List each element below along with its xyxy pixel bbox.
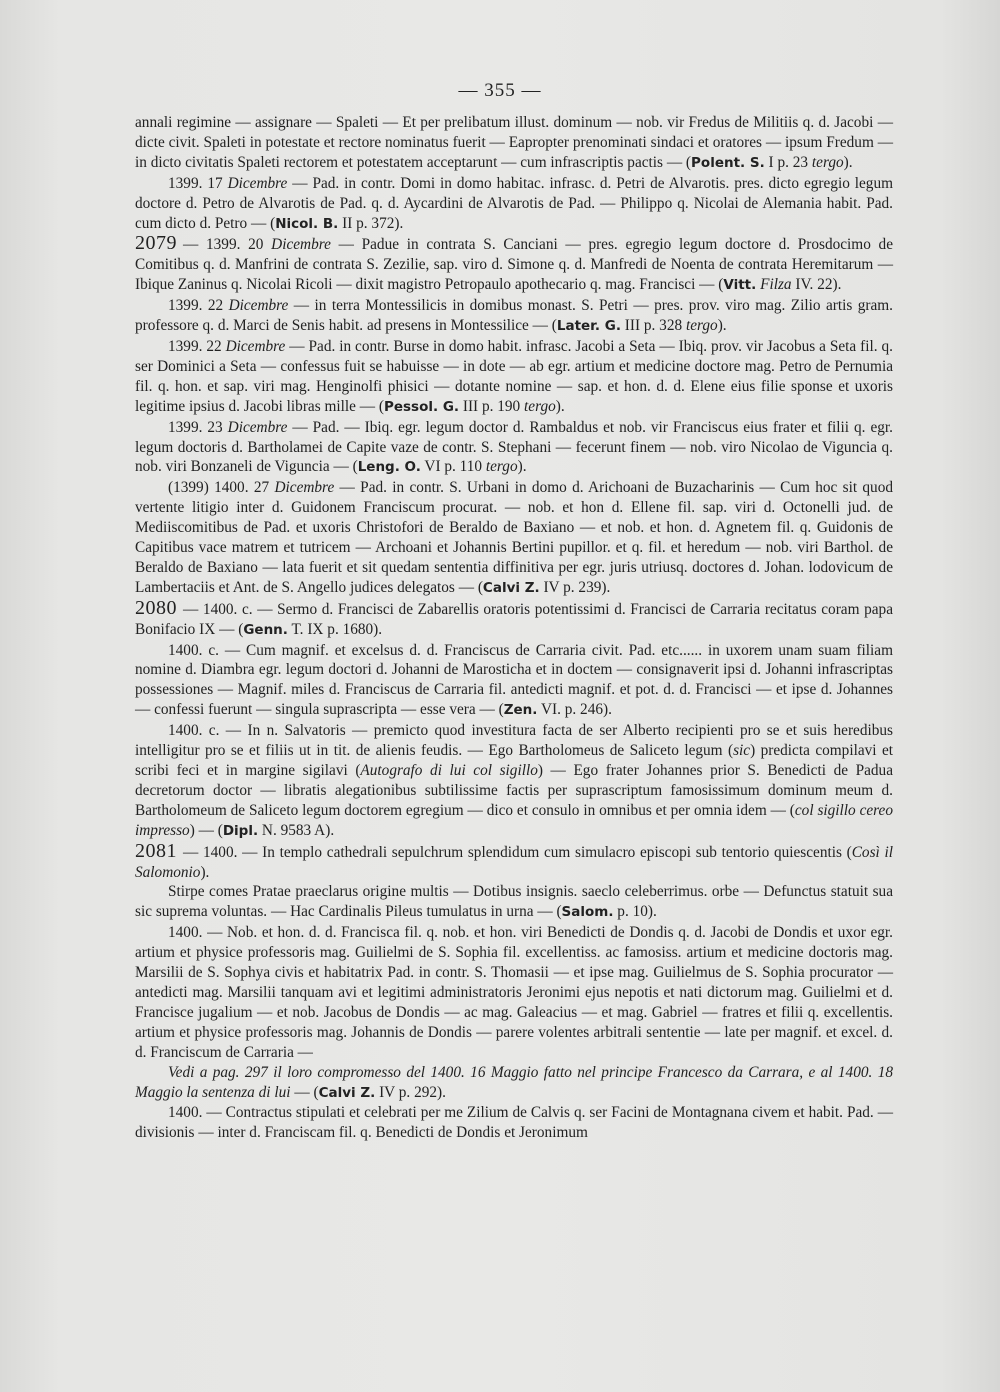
italic-text: tergo [524,397,556,415]
paragraph [135,478,893,598]
italic-text: Dicembre [227,174,288,192]
text-run: — 1399. 20 [183,236,272,254]
text-run: 1399. 22 [168,337,226,355]
text-run: — in terra Montessilicis in domibus monast. S. Petri — pres. prov. viro mag. Zilio artis gram. professore q. d. Marci de Senis habit. ad presens in Montessilice — ( [135,297,893,335]
paragraph [135,882,893,923]
text-run: VI p. 110 [420,458,486,476]
source-reference: Vitt. [723,277,757,294]
source-reference: Leng. O. [357,459,421,476]
text-run: ) — ( [189,821,223,839]
italic-text: tergo [485,458,518,476]
text-run: ) — Ego frater Johannes prior S. Benedicti de Padua decretorum doctor — libratis alegationibus subtilissime factis per suprascriptum famosissimum dominum meum d. Bartholomeum de Saliceto legum doctorem egregium — dico et consulo in omnibus et per omnia idem — ( [135,762,893,819]
text-run: — Pad. in contr. Domi in domo habitac. infrasc. d. Petri de Alvarotis. pres. dicto egregio legum doctore d. Petro de Alvarotis de Pad. q. d. Aycardini de Alvarotis de Pad. — Philippo q. Nicolai de Alemania habit. Pad. cum dicto d. Petro — ( [135,174,893,232]
italic-text: tergo [685,317,718,335]
italic-text: tergo [811,153,844,171]
paragraph [135,923,893,1062]
text-run: T. IX p. 1680). [287,620,383,638]
text-run: — Pad. in contr. Burse in domo habit. infrasc. Jacobi a Seta — Ibiq. prov. vir Jacobus a Seta fil. q. ser Dominici a Seta — confessus fuit se habuisse — in dote — ab egr. artium et medicine doctore mag. Petro de Pernumia fil. q. hon. et sap. viri mag. Henginolfi phisici — dotante nomine — sap. et hon. d. d. Elene eius filie sponse et uxoris legitime ipsius d. Jacobi libras mille — ( [135,337,893,415]
text-run: IV p. 239). [539,578,611,596]
source-reference: Zen. [503,702,538,719]
text-run: annali regimine — assignare — Spaleti — Et per prelibatum illust. dominum — nob. vir Fredus de Militiis q. d. Jacobi — dicte civit. Spaleti in potestate et rectore nominatus fuerit — Eapropter prenominati sindaci et oratores — ipsum Fredum — in dicto civitatis Spaleti rectorem et potestatem acceptarunt — cum infrascriptis pactis — ( [135,114,893,171]
italic-text: Filza [760,276,792,294]
text-run: — Pad. in contr. S. Urbani in domo d. Arichoani de Buzacharinis — Cum hoc sit quod vertente litigio inter d. Guidonem Franciscum procurat. — nob. et hon d. Ellene fil. sap. viri d. Octonelli jud. de Mediiscomitibus de Pad. et uxoris Christofori de Beraldo de Baxiano — et nob. et hon. d. Agnetem fil. q. Guidonis de Capitibus vace matrem et tutricem — Archoani et Johannis Bertini pupillor. et q. fil. et heredum — nob. viri Barthol. de Beraldo de Baxiano — lata fuerit et sit quedam sententia diffinitiva per egr. juris utriusq. doctores d. Johan. lodovicum de Lambertaciis et Ant. de S. Angello judices delegatos — ( [135,479,893,596]
paragraph [135,1103,893,1143]
paragraph [135,641,893,722]
italic-text: Dicembre [271,236,331,254]
text-run: ). [717,317,727,335]
italic-text: Autografo di lui col sigillo [360,762,538,779]
numbered-entry [135,596,893,641]
italic-text: Così il Salomonio [135,843,893,881]
text-run: 1399. 23 [168,418,228,436]
source-reference: Genn. [243,621,288,638]
text-run: VI. p. 246). [537,701,612,719]
text-run: III p. 190 [459,397,525,415]
paragraph [135,296,893,337]
paragraph [135,337,893,418]
text-run: I p. 23 [764,153,812,171]
italic-text: Dicembre [225,337,286,355]
text-run: IV p. 292). [375,1083,446,1101]
source-reference: Calvi Z. [318,1084,376,1101]
italic-text: Dicembre [274,479,335,497]
text-run: ). [200,863,210,881]
numbered-entry [135,839,893,883]
text-run: ). [517,458,527,476]
text-run: ). [843,153,853,171]
entry-number: 2079 [135,232,177,255]
source-reference: Later. G. [556,318,621,335]
text-run: p. 10). [613,903,657,921]
text-run: — ( [290,1083,319,1101]
paragraph [135,174,893,235]
source-reference: Calvi Z. [482,579,540,596]
italic-text: Dicembre [227,418,288,436]
entry-number: 2080 [135,596,177,619]
text-run: ) predicta compilavi et scribi feci et in margine sigilavi ( [135,742,893,779]
text-run: — 1400. c. — Sermo d. Francisci de Zabarellis oratoris potentissimi d. Francisci de Carraria recitatus coram papa Bonifacio IX — ( [135,600,893,638]
source-reference: Dipl. [222,822,259,839]
text-run: 1399. 17 [168,174,228,192]
source-reference: Pessol. G. [383,398,460,415]
text-run: — Padue in contrata S. Canciani — pres. egregio legum doctore d. Prosdocimo de Comitibus q. d. Manfrini de contrata S. Zezilie, sap. viro d. Simone q. d. Manfredi de Noenta de contrata Heremitarum — Ibique Zaninus q. Nicolai Ricoli — dixit magistro Petropaulo apothecario q. mag. Francisci — ( [135,236,893,294]
page-number: — 355 — [458,80,542,101]
paragraph [135,113,893,174]
text-run: 1399. 22 [168,297,229,315]
italic-text: col sigillo cereo impresso [135,801,893,839]
text-run: — Pad. — Ibiq. egr. legum doctor d. Rambaldus et nob. vir Franciscus eius frater et filii q. egr. legum doctoris d. Bartholamei de Capite vaze de contr. S. Stephani — fecerunt finem — nob. viro Nicolao de Viguncia q. nob. viri Bonzaneli de Viguncia — ( [135,418,893,476]
text-run: IV. 22). [791,276,842,294]
italic-text: Vedi a pag. 297 il loro compromesso del 1400. 16 Maggio fatto nel principe Francesco da Carrara, e al 1400. 18 Maggio la sentenza di lui [135,1063,893,1101]
text-run: 1400. — Contractus stipulati et celebrati per me Zilium de Calvis q. ser Facini de Montagnana civem et habit. Pad. — divisionis — inter d. Franciscam fil. q. Benedicti de Dondis et Jeronimum [135,1104,893,1142]
source-reference: Polent. S. [691,154,765,171]
text-run: (1399) 1400. 27 [168,479,275,497]
text-run: II p. 372). [338,214,404,232]
paragraph [135,418,893,479]
text-run: 1400. c. — In n. Salvatoris — premicto quod investitura facta de ser Alberto recipienti pro se et suis heredibus intelligitur pro se et filiis ut in tit. de alienis feudis. — Ego Bartholomeus de Saliceto legum ( [135,722,893,760]
text-run: III p. 328 [620,317,686,335]
text-run: 1400. c. — Cum magnif. et excelsus d. d. Franciscus de Carraria civit. Pad. etc...... in uxorem unam suam filiam nomine d. Diambra egr. legum doctori d. Johanni de Marosticha et in doctem — consignaverit ipsi d. Johanni infrascriptas possessiones — Magnif. miles d. Franciscus de Carraria fil. antedicti magnif. et pot. d. d. Francisci — et ipse d. Johannes — confessi fuerunt — singula suprascripta — esse vera — ( [135,641,893,719]
numbered-entry [135,234,893,296]
paragraph [135,721,893,841]
document-body [135,113,893,1143]
text-run: Stirpe comes Pratae praeclarus origine multis — Dotibus insignis. saeclo celeberrimus. orbe — Defunctus statuit sua sic suprema voluntas. — Hac Cardinalis Pileus tumulatus in urna — ( [135,883,893,921]
text-run: N. 9583 A). [258,821,335,839]
text-run: ). [555,397,565,415]
text-run: — 1400. — In templo cathedrali sepulchrum splendidum cum simulacro episcopi sub tentorio quiescentis ( [183,843,852,861]
source-reference: Nicol. B. [275,215,339,232]
italic-text: sic [733,742,751,760]
italic-text: Dicembre [228,297,289,315]
source-reference: Salom. [561,904,614,921]
paragraph [135,1063,893,1104]
text-run: 1400. — Nob. et hon. d. d. Francisca fil. q. nob. et hon. viri Benedicti de Dondis q. d. Jacobi de Dondis et uxor egr. artium et physice professoris mag. Guilielmi de S. Sophia fil. excellentiss. ac famosiss. artium et medicine doctoris mag. Marsilii de S. Sophya civis et habitatrix Pad. in contr. S. Thomasii — et ipse mag. Guilielmus de S. Sophia procurator — antedicti mag. Marsilii tanquam avi et legitimi administratoris Jeronimi ejus nepotis et nati dictorum mag. Guilielmi et d. Francisce jugalium — et nob. Jacobus de Dondis — ac mag. Galeacius — et mag. Gabriel — fratres et filii q. excellentis. artium et physice professoris mag. Johannis de Dondis — parere volentes arbitrali sententie — late per magnif. et excel. d. d. Franciscum de Carraria — [135,924,893,1061]
entry-number: 2081 [135,839,177,862]
